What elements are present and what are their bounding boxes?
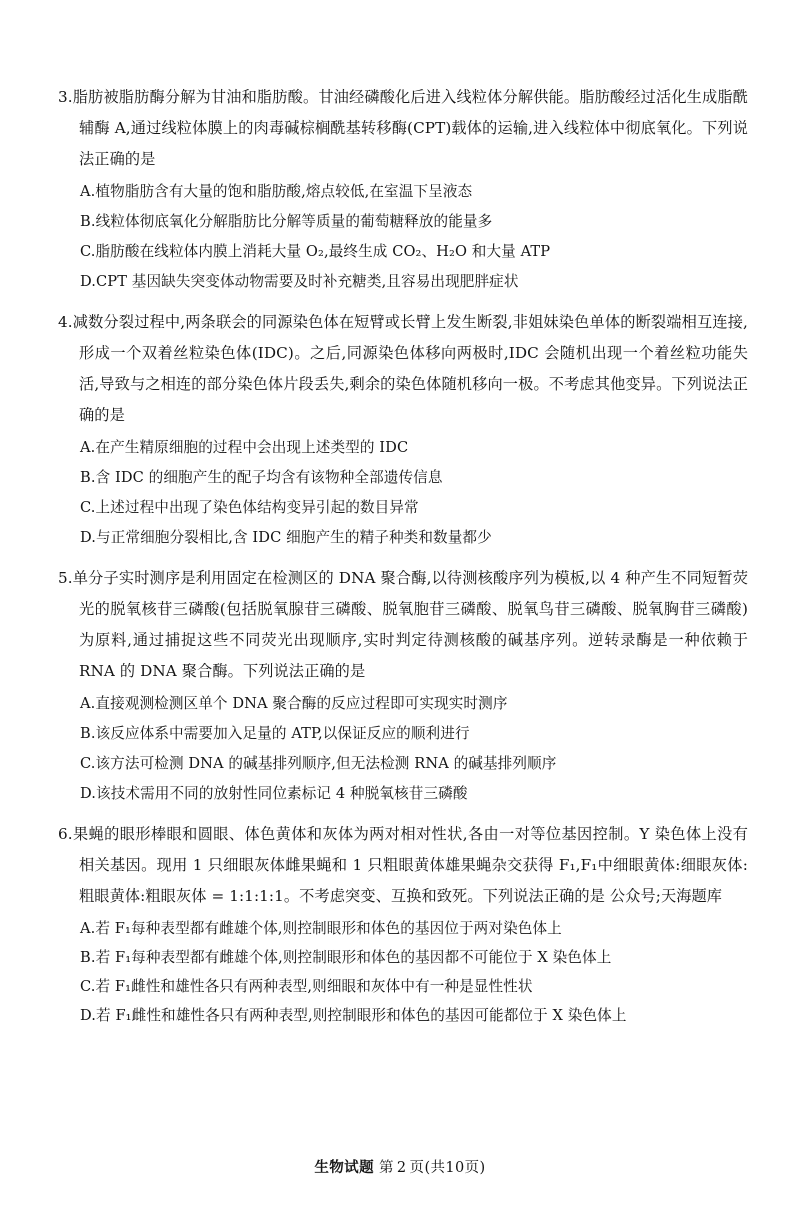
question-4-option-a[interactable]: A.在产生精原细胞的过程中会出现上述类型的 IDC xyxy=(80,439,409,456)
question-5-number: 5. xyxy=(58,569,73,587)
question-3-option-d[interactable]: D.CPT 基因缺失突变体动物需要及时补充糖类,且容易出现肥胖症状 xyxy=(80,273,519,290)
footer-page-total: 页(共10页) xyxy=(409,1160,486,1176)
question-4-option-d[interactable]: D.与正常细胞分裂相比,含 IDC 细胞产生的精子种类和数量都少 xyxy=(80,529,492,546)
footer-subject: 生物试题 xyxy=(314,1159,374,1176)
question-5-option-c[interactable]: C.该方法可检测 DNA 的碱基排列顺序,但无法检测 RNA 的碱基排列顺序 xyxy=(80,755,557,772)
question-3-stem xyxy=(58,82,748,175)
question-3-options xyxy=(58,177,748,297)
question-4-stem-text: 减数分裂过程中,两条联会的同源染色体在短臂或长臂上发生断裂,非姐妹染色单体的断裂端相互连接,形成一个双着丝粒染色体(IDC)。之后,同源染色体移向两极时,IDC 会随机出现一个着丝粒功能失活,导致与之相连的部分染色体片段丢失,剩余的染色体随机移向一极。不考虑其他变异。下列说法正确的是 xyxy=(72,313,748,424)
question-6-stem xyxy=(58,819,748,912)
question-6-number: 6. xyxy=(58,825,73,843)
question-6-option-b[interactable]: B.若 F₁每种表型都有雌雄个体,则控制眼形和体色的基因都不可能位于 X 染色体上 xyxy=(80,949,612,966)
question-4-option-c[interactable]: C.上述过程中出现了染色体结构变异引起的数目异常 xyxy=(80,499,419,516)
question-4-option-b[interactable]: B.含 IDC 的细胞产生的配子均含有该物种全部遗传信息 xyxy=(80,469,443,486)
question-3-number: 3. xyxy=(58,88,73,106)
questions-container xyxy=(58,82,748,1040)
footer-page-label: 第 xyxy=(379,1160,394,1176)
question-3-stem-text: 脂肪被脂肪酶分解为甘油和脂肪酸。甘油经磷酸化后进入线粒体分解供能。脂肪酸经过活化生成脂酰辅酶 A,通过线粒体膜上的肉毒碱棕榈酰基转移酶(CPT)载体的运输,进入线粒体中彻底氧化。下列说法正确的是 xyxy=(72,88,748,168)
question-5-options xyxy=(58,689,748,809)
question-6-option-d[interactable]: D.若 F₁雌性和雄性各只有两种表型,则控制眼形和体色的基因可能都位于 X 染色体上 xyxy=(80,1007,627,1024)
question-6-stem-text: 果蝇的眼形棒眼和圆眼、体色黄体和灰体为两对相对性状,各由一对等位基因控制。Y 染色体上没有相关基因。现用 1 只细眼灰体雌果蝇和 1 只粗眼黄体雄果蝇杂交获得 F₁,F₁中细眼黄体:细眼灰体:粗眼黄体:粗眼灰体 = 1:1:1:1。不考虑突变、互换和致死。下列说法正确的是 公众号;天海题库 xyxy=(72,825,748,905)
question-5-option-d[interactable]: D.该技术需用不同的放射性同位素标记 4 种脱氧核苷三磷酸 xyxy=(80,785,468,802)
question-3-option-a[interactable]: A.植物脂肪含有大量的饱和脂肪酸,熔点较低,在室温下呈液态 xyxy=(80,183,473,200)
question-5-option-b[interactable]: B.该反应体系中需要加入足量的 ATP,以保证反应的顺利进行 xyxy=(80,725,470,742)
page-footer xyxy=(0,1156,800,1177)
question-5-option-a[interactable]: A.直接观测检测区单个 DNA 聚合酶的反应过程即可实现实时测序 xyxy=(80,695,508,712)
question-5-stem xyxy=(58,563,748,687)
question-3-option-b[interactable]: B.线粒体彻底氧化分解脂肪比分解等质量的葡萄糖释放的能量多 xyxy=(80,213,493,230)
question-3 xyxy=(58,82,748,297)
question-3-option-c[interactable]: C.脂肪酸在线粒体内膜上消耗大量 O₂,最终生成 CO₂、H₂O 和大量 ATP xyxy=(80,243,551,260)
question-4-number: 4. xyxy=(58,313,73,331)
question-6-option-a[interactable]: A.若 F₁每种表型都有雌雄个体,则控制眼形和体色的基因位于两对染色体上 xyxy=(80,920,562,937)
question-6-option-c[interactable]: C.若 F₁雌性和雄性各只有两种表型,则细眼和灰体中有一种是显性性状 xyxy=(80,978,533,995)
question-5-stem-text: 单分子实时测序是利用固定在检测区的 DNA 聚合酶,以待测核酸序列为模板,以 4 种产生不同短暂荧光的脱氧核苷三磷酸(包括脱氧腺苷三磷酸、脱氧胞苷三磷酸、脱氧鸟苷三磷酸、脱氧胸苷三磷酸)为原料,通过捕捉这些不同荧光出现顺序,实时判定待测核酸的碱基序列。逆转录酶是一种依赖于 RNA 的 DNA 聚合酶。下列说法正确的是 xyxy=(72,569,749,680)
question-5 xyxy=(58,563,748,809)
question-4-options xyxy=(58,433,748,553)
question-4 xyxy=(58,307,748,553)
footer-page-number: 2 xyxy=(396,1160,407,1176)
question-4-stem xyxy=(58,307,748,431)
question-6-options xyxy=(58,914,748,1030)
question-6 xyxy=(58,819,748,1030)
